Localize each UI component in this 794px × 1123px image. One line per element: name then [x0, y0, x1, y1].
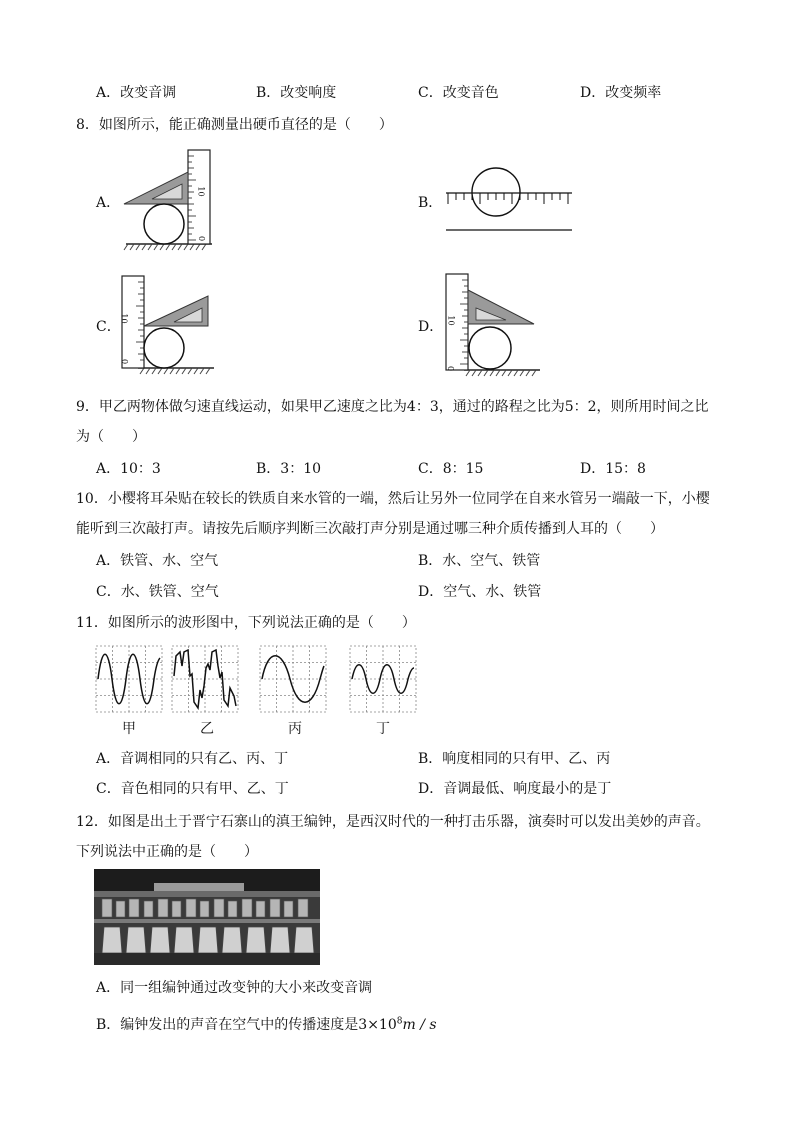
q10-stem-line2: 能听到三次敲打声。请按先后顺序判断三次敲打声分别是通过哪三种介质传播到人耳的（ ）	[76, 521, 664, 537]
q12-option-b-text: B．编钟发出的声音在空气中的传播速度是	[96, 1017, 359, 1033]
q11-waveform-ding	[350, 646, 416, 712]
q9-option-a: A．10：3	[96, 461, 161, 477]
q8-figure-d-mark-0: 0	[446, 365, 456, 372]
q7-option-c: C．改变音色	[418, 85, 499, 101]
q10-stem-line1: 10．小樱将耳朵贴在较长的铁质自来水管的一端，然后让另外一位同学在自来水管另一端敲一下，小樱	[76, 491, 710, 507]
q8-figure-d-mark-10: 10	[446, 315, 456, 326]
q8-label-b: B．	[418, 195, 443, 211]
q12-option-a: A．同一组编钟通过改变钟的大小来改变音调	[96, 980, 373, 996]
q12-option-b	[96, 1014, 437, 1034]
q8-figure-a-mark-10: 10	[196, 186, 206, 197]
q12-stem-line1: 12．如图是出土于晋宁石寨山的滇王编钟，是西汉时代的一种打击乐器，演奏时可以发出美妙的声音。	[76, 814, 710, 830]
q11-wave-label-yi: 乙	[200, 721, 214, 737]
q11-option-c: C．音色相同的只有甲、乙、丁	[96, 781, 289, 797]
q11-waveform-jia	[96, 646, 162, 712]
q11-waveform-yi	[172, 646, 238, 712]
q9-stem-line2: 为（ ）	[76, 429, 146, 445]
q10-option-b: B．水、空气、铁管	[418, 553, 541, 569]
q8-figure-d	[444, 272, 544, 378]
q7-option-b: B．改变响度	[256, 85, 337, 101]
q7-option-a: A．改变音调	[96, 85, 177, 101]
q12-speed-base: 3×10	[358, 1017, 397, 1033]
q9-option-c: C．8：15	[418, 461, 484, 477]
q11-wave-label-bing: 丙	[288, 721, 302, 737]
q8-figure-a	[122, 148, 222, 252]
q8-label-d: D．	[418, 319, 444, 335]
q8-figure-c-mark-0: 0	[120, 358, 130, 365]
q11-option-d: D．音调最低、响度最小的是丁	[418, 781, 612, 797]
q7-option-d: D．改变频率	[580, 85, 662, 101]
q12-speed-exponent: 8	[396, 1016, 403, 1027]
q12-speed-unit: m / s	[402, 1017, 437, 1033]
q11-wave-label-ding: 丁	[376, 721, 390, 737]
q10-option-c: C．水、铁管、空气	[96, 584, 219, 600]
q11-waveform-bing	[260, 646, 326, 712]
q9-stem-line1: 9．甲乙两物体做匀速直线运动，如果甲乙速度之比为4：3，通过的路程之比为5：2，则所用时间之比	[76, 399, 709, 415]
q11-option-b: B．响度相同的只有甲、乙、丙	[418, 751, 611, 767]
q10-option-a: A．铁管、水、空气	[96, 553, 219, 569]
q8-label-c: C．	[96, 319, 121, 335]
q9-option-b: B．3：10	[256, 461, 322, 477]
q8-figure-c	[118, 274, 218, 378]
q11-option-a: A．音调相同的只有乙、丙、丁	[96, 751, 289, 767]
q9-option-d: D．15：8	[580, 461, 646, 477]
q8-figure-a-mark-0: 0	[197, 235, 207, 242]
q8-label-a: A．	[96, 195, 121, 211]
q8-stem: 8．如图所示，能正确测量出硬币直径的是（ ）	[76, 117, 393, 133]
q11-stem: 11．如图所示的波形图中，下列说法正确的是（ ）	[76, 615, 416, 631]
q11-wave-label-jia: 甲	[122, 721, 136, 737]
bianzhong-bells-photo	[94, 869, 320, 965]
q8-figure-c-mark-10: 10	[119, 313, 129, 324]
q8-figure-b	[444, 166, 574, 234]
q10-option-d: D．空气、水、铁管	[418, 584, 542, 600]
q12-stem-line2: 下列说法中正确的是（ ）	[76, 844, 258, 860]
